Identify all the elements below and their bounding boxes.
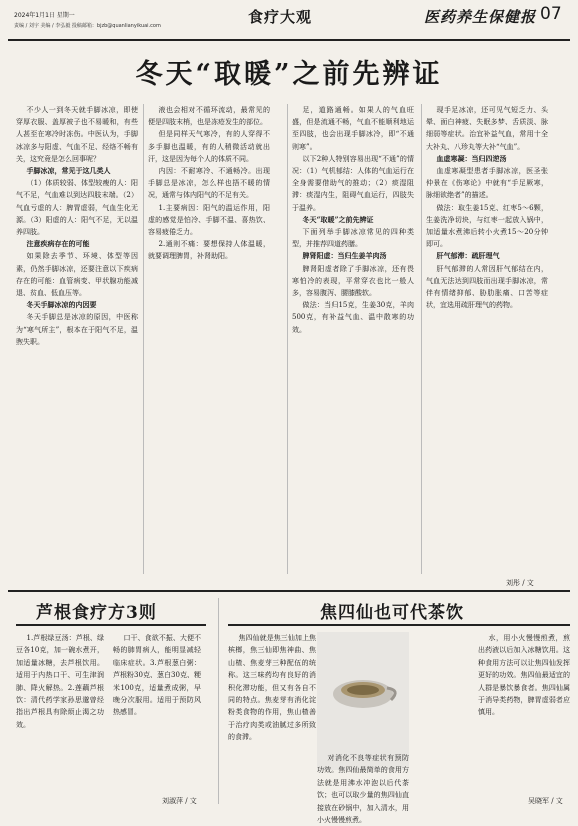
paragraph: 肝气郁滞的人常因肝气郁结在内，气血无法达到四肢而出现手脚冰凉，常伴有情绪抑郁、胁肋胀痛、口苦等症状，宜选用疏肝理气的药物。	[426, 264, 548, 310]
paragraph: 1.主要病因：阳气的温运作用，阳虚的感觉是怕冷、手脚不温、喜热饮、容易疲倦乏力。	[148, 203, 270, 237]
reed-root-title: 芦根食疗方3则	[36, 603, 157, 623]
section-rule	[8, 590, 570, 592]
jiaosixian-column-3: 水，用小火慢慢煎煮，煎出药液以后加入冰糖饮用。这种食用方法可以让焦四仙发挥更好的功效。焦四仙最适宜的人群是暴饮暴食者。焦四仙属于消导类药物，脾胃虚弱者应慎用。	[478, 634, 570, 717]
column-divider	[143, 104, 144, 574]
paragraph: 足，道路通畅。如果人的气血旺盛，但是流通不畅，气血不能顺利地运至四肢，也会出现手脚冰冷，即“不通则寒”。	[292, 106, 414, 151]
jiaosixian-column-2: 对消化不良等症状有预防功效。焦四仙最简单的食用方法就是用沸水冲泡以后代茶饮；也可以取少量的焦四仙直接放在砂锅中，加入清水，用小火慢慢煎煮。	[317, 754, 409, 825]
subheading: 手脚冰凉，常见于这几类人	[26, 166, 111, 176]
paragraph: 以下2种人特别容易出现“不通”的情况：（1）气机郁结：人体的气血运行在全身需要借助气的推动；（2）痰湿阻滞：痰湿内生，阻碍气血运行，四肢失于温养。	[292, 154, 414, 212]
column-divider	[218, 598, 219, 804]
jiaosixian-column-1: 焦四仙就是焦三仙加上焦槟榔，焦三仙即焦神曲、焦山楂、焦麦芽三种配伍的统称。这三味药均有良好的消积化滞功能，但又有各自不同的特点。焦麦芽有消化淀粉类食物的作用，焦山楂善于治疗肉类或油腻过多所致的食滞。	[228, 634, 316, 742]
paragraph: 如果除去季节、环境、体型等因素，仍然手脚冰凉，还要注意以下疾病存在的可能：血管病变、甲状腺功能减退、贫血、低血压等。	[16, 252, 138, 298]
paragraph: 冬天手脚总是冰凉的原因，中医称为“寒气所主”，根本在于阳气不足，温煦失职。	[16, 313, 138, 346]
column-divider	[421, 104, 422, 574]
article-column-4	[426, 104, 548, 311]
header-rule	[8, 39, 570, 41]
newspaper-brand: 医药养生保健报	[424, 8, 537, 26]
paragraph: 不少人一到冬天就手脚冰凉，即使穿厚衣服、盖厚被子也不易暖和，有些人甚至在寒冷时冻伤。中医认为，手脚冰凉多与阳虚、气血不足、经络不畅有关，这究竟是怎么回事呢？	[16, 106, 138, 163]
reed-root-column-1: 1.芦根绿豆汤：芦根、绿豆各10克，加一碗水煮开，加适量冰糖，去芦根饮用。适用于内热口干、可生津润肺、降火解热。2.莲藕芦根饮：清代药学家孙思邈曾经指出芦根具有除烦止渴之功效。	[16, 634, 104, 729]
paragraph: 做法：取生姜15克、红枣5～6颗，生姜洗净切块，与红枣一起放入锅中，加适量水煮沸后转小火煮15～20分钟即可。	[426, 203, 548, 249]
tea-cup-photo	[317, 632, 409, 770]
jiaosixian-author: 吴晓军 / 文	[528, 797, 563, 805]
paragraph: 内因：不耐寒冷、不通畅冷。出现手脚总是冰凉，怎么样也捂不暖的情况，通常与体内阳气的不足有关。	[148, 167, 270, 200]
reed-root-title-rule	[16, 624, 206, 626]
reed-root-author: 刘淑萍 / 文	[162, 797, 197, 805]
paragraph: 2.通则不痛：要想保持人体温暖，就要调理脾胃，补肾助阳。	[148, 240, 270, 261]
column-divider	[287, 104, 288, 574]
article-headline: 冬天“取暖”之前先辨证	[135, 59, 443, 90]
subheading: 冬天手脚冰凉的内因要	[26, 300, 97, 310]
article-byline: 刘彤 / 文	[506, 579, 534, 587]
article-column-2	[148, 104, 270, 263]
subheading: 注意疾病存在的可能	[26, 239, 90, 249]
page-number: 07	[540, 4, 562, 24]
reed-root-column-2: 口干、食欲不振、大便不畅的肺胃病人，能明显减轻临床症状。3.芦根葱白粥：芦根粉30克、葱白30克、粳米100克，适量煮成粥，早晚分次服用。适用于预防风热感冒。	[113, 634, 201, 717]
editor-credits: 责编 / 刘宇 美编 / 李弘毅 投稿邮箱：bjzb@quanlianyikuai.com	[14, 23, 161, 29]
paragraph: 做法：当归15克，生姜30克，羊肉500克，有补益气血、温中散寒的功效。	[292, 301, 414, 334]
paragraph: （1）体质较弱、体型较瘦的人：阳气不足，气血难以到达四肢末端。（2）气血亏虚的人：脾胃虚弱，气血生化无源。（3）阳虚的人：阳气不足，无以温养四肢。	[16, 179, 138, 237]
paragraph: 液也会相对不循环流动，最常见的便是四肢末梢，也是冻疮发生的部位。	[148, 106, 270, 127]
paragraph: 下面列举手脚冰凉常见的四种类型，并推荐四道药膳。	[292, 228, 414, 249]
subheading: 血虚寒凝：当归四逆汤	[436, 153, 507, 163]
article-column-1	[16, 104, 138, 348]
issue-date: 2024年1月1日 星期一	[14, 12, 75, 19]
subheading: 冬天“取暖”之前先辨证	[302, 214, 374, 224]
article-column-3	[292, 104, 414, 336]
subheading: 肝气郁滞：疏肝理气	[436, 251, 500, 261]
section-title: 食疗大观	[248, 8, 313, 26]
paragraph: 血虚寒凝型患者手脚冰凉，医圣张仲景在《伤寒论》中就有“手足厥寒，脉细欲绝者”的描述。	[426, 167, 548, 200]
jiaosixian-title-rule	[228, 624, 570, 626]
subheading: 脾肾阳虚：当归生姜羊肉汤	[302, 251, 387, 261]
paragraph: 现手足冰凉，还可见气短乏力、头晕、面白神疲、失眠多梦、舌质淡、脉细弱等症状。治宜补益气血，常用十全大补丸、八珍丸等大补“气血”。	[426, 106, 548, 151]
page-header	[8, 4, 570, 38]
jiaosixian-title: 焦四仙也可代茶饮	[320, 603, 464, 623]
paragraph: 脾肾阳虚者除了手脚冰凉，还有畏寒怕冷的表现，平常穿衣也比一般人多，容易腹泻、腰膝酸软。	[292, 264, 414, 298]
paragraph: 但是同样天气寒冷，有的人穿得不多手脚也温暖，有的人稍微活动就出汗，这是因为每个人的体质不同。	[148, 130, 270, 163]
